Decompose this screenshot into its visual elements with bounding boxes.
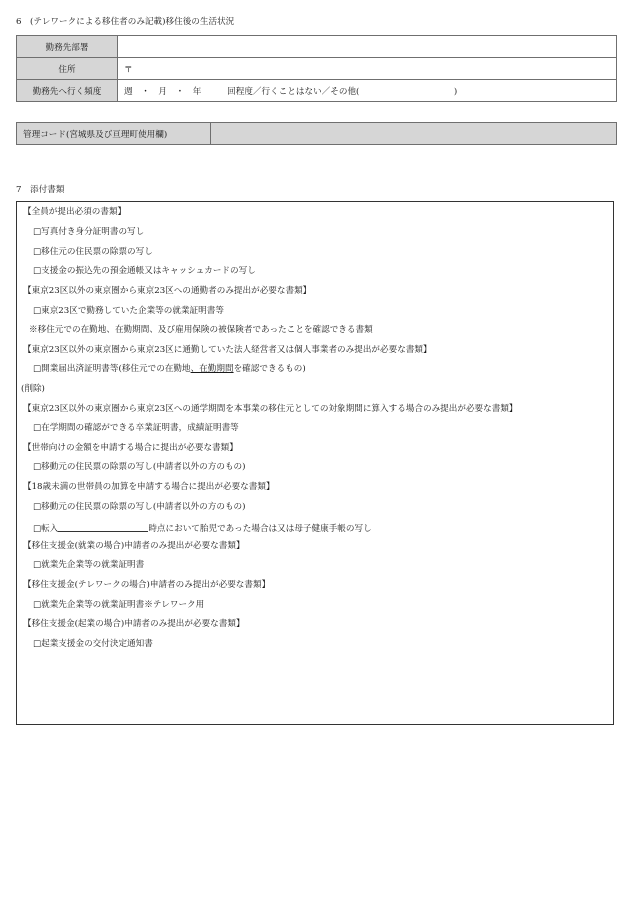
- list-heading: 【18歳未満の世帯員の加算を申請する場合に提出が必要な書類】: [23, 482, 275, 492]
- list-heading: 【東京23区以外の東京圏から東京23区への通勤者のみ提出が必要な書類】: [23, 286, 312, 296]
- management-code-label: 管理コード(宮城県及び亘理町使用欄): [17, 123, 211, 145]
- checklist-item-tail: を確認できるもの): [233, 364, 306, 374]
- list-heading: 【移住支援金(就業の場合)申請者のみ提出が必要な書類】: [23, 541, 245, 551]
- list-heading: 【移住支援金(起業の場合)申請者のみ提出が必要な書類】: [23, 619, 245, 629]
- section-6-title: 6 (テレワークによる移住者のみ記載)移住後の生活状況: [16, 17, 235, 27]
- list-heading: 【世帯向けの金額を申請する場合に提出が必要な書類】: [23, 443, 238, 453]
- checklist-item: □起業支援金の交付決定通知書: [33, 639, 153, 649]
- checklist-item-tail: 時点において胎児であった場合は又は母子健康手帳の写し: [148, 524, 372, 534]
- department-field[interactable]: [118, 36, 617, 58]
- list-heading: 【全員が提出必須の書類】: [23, 207, 127, 217]
- management-code-table: [16, 122, 617, 145]
- checklist-item: □支援金の振込先の預金通帳又はキャッシュカードの写し: [33, 266, 256, 276]
- checklist-item: □移住元の住民票の除票の写し: [33, 247, 153, 257]
- table-row: [17, 58, 617, 80]
- checklist-item-text: □転入: [33, 524, 59, 534]
- date-blank: [58, 522, 148, 532]
- list-heading: 【移住支援金(テレワークの場合)申請者のみ提出が必要な書類】: [23, 580, 271, 590]
- commute-frequency-field[interactable]: 週 ・ 月 ・ 年 回程度／行くことはない／その他( ): [118, 80, 617, 102]
- checklist-item: □移動元の住民票の除票の写し(申請者以外の方のもの): [33, 502, 246, 512]
- checklist-item: □写真付き身分証明書の写し: [33, 227, 145, 237]
- checklist-item: □東京23区で勤務していた企業等の就業証明書等: [33, 306, 224, 316]
- deleted-note: (削除): [21, 384, 45, 394]
- department-label: 勤務先部署: [17, 36, 118, 58]
- checklist-item: [33, 522, 372, 534]
- checklist-item: □在学期間の確認ができる卒業証明書，成績証明書等: [33, 423, 239, 433]
- attachments-box: [16, 201, 614, 725]
- table-row: [17, 123, 617, 145]
- checklist-item: □移動元の住民票の除票の写し(申請者以外の方のもの): [33, 462, 246, 472]
- note-line: ※移住元での在勤地、在勤期間、及び雇用保険の被保険者であったことを確認できる書類: [29, 325, 373, 335]
- list-heading: 【東京23区以外の東京圏から東京23区に通勤していた法人経営者又は個人事業者のみ提出が必要な書類】: [23, 345, 432, 355]
- address-label: 住所: [17, 58, 118, 80]
- list-heading: 【東京23区以外の東京圏から東京23区への通学期間を本事業の移住元としての対象期間に算入する場合のみ提出が必要な書類】: [23, 404, 518, 414]
- checklist-item: [33, 365, 306, 374]
- underlined-text: 、在勤期間: [190, 364, 234, 374]
- section-7-title: 7 添付書類: [16, 185, 65, 195]
- checklist-item-text: □開業届出済証明書等(移住元での在勤地: [33, 364, 191, 374]
- checklist-item: □就業先企業等の就業証明書: [33, 560, 145, 570]
- management-code-field: [211, 123, 617, 145]
- living-status-table: [16, 35, 617, 102]
- commute-frequency-label: 勤務先へ行く頻度: [17, 80, 118, 102]
- checklist-item: □就業先企業等の就業証明書※テレワーク用: [33, 600, 205, 610]
- address-field[interactable]: 〒: [118, 58, 617, 80]
- table-row: [17, 80, 617, 102]
- table-row: [17, 36, 617, 58]
